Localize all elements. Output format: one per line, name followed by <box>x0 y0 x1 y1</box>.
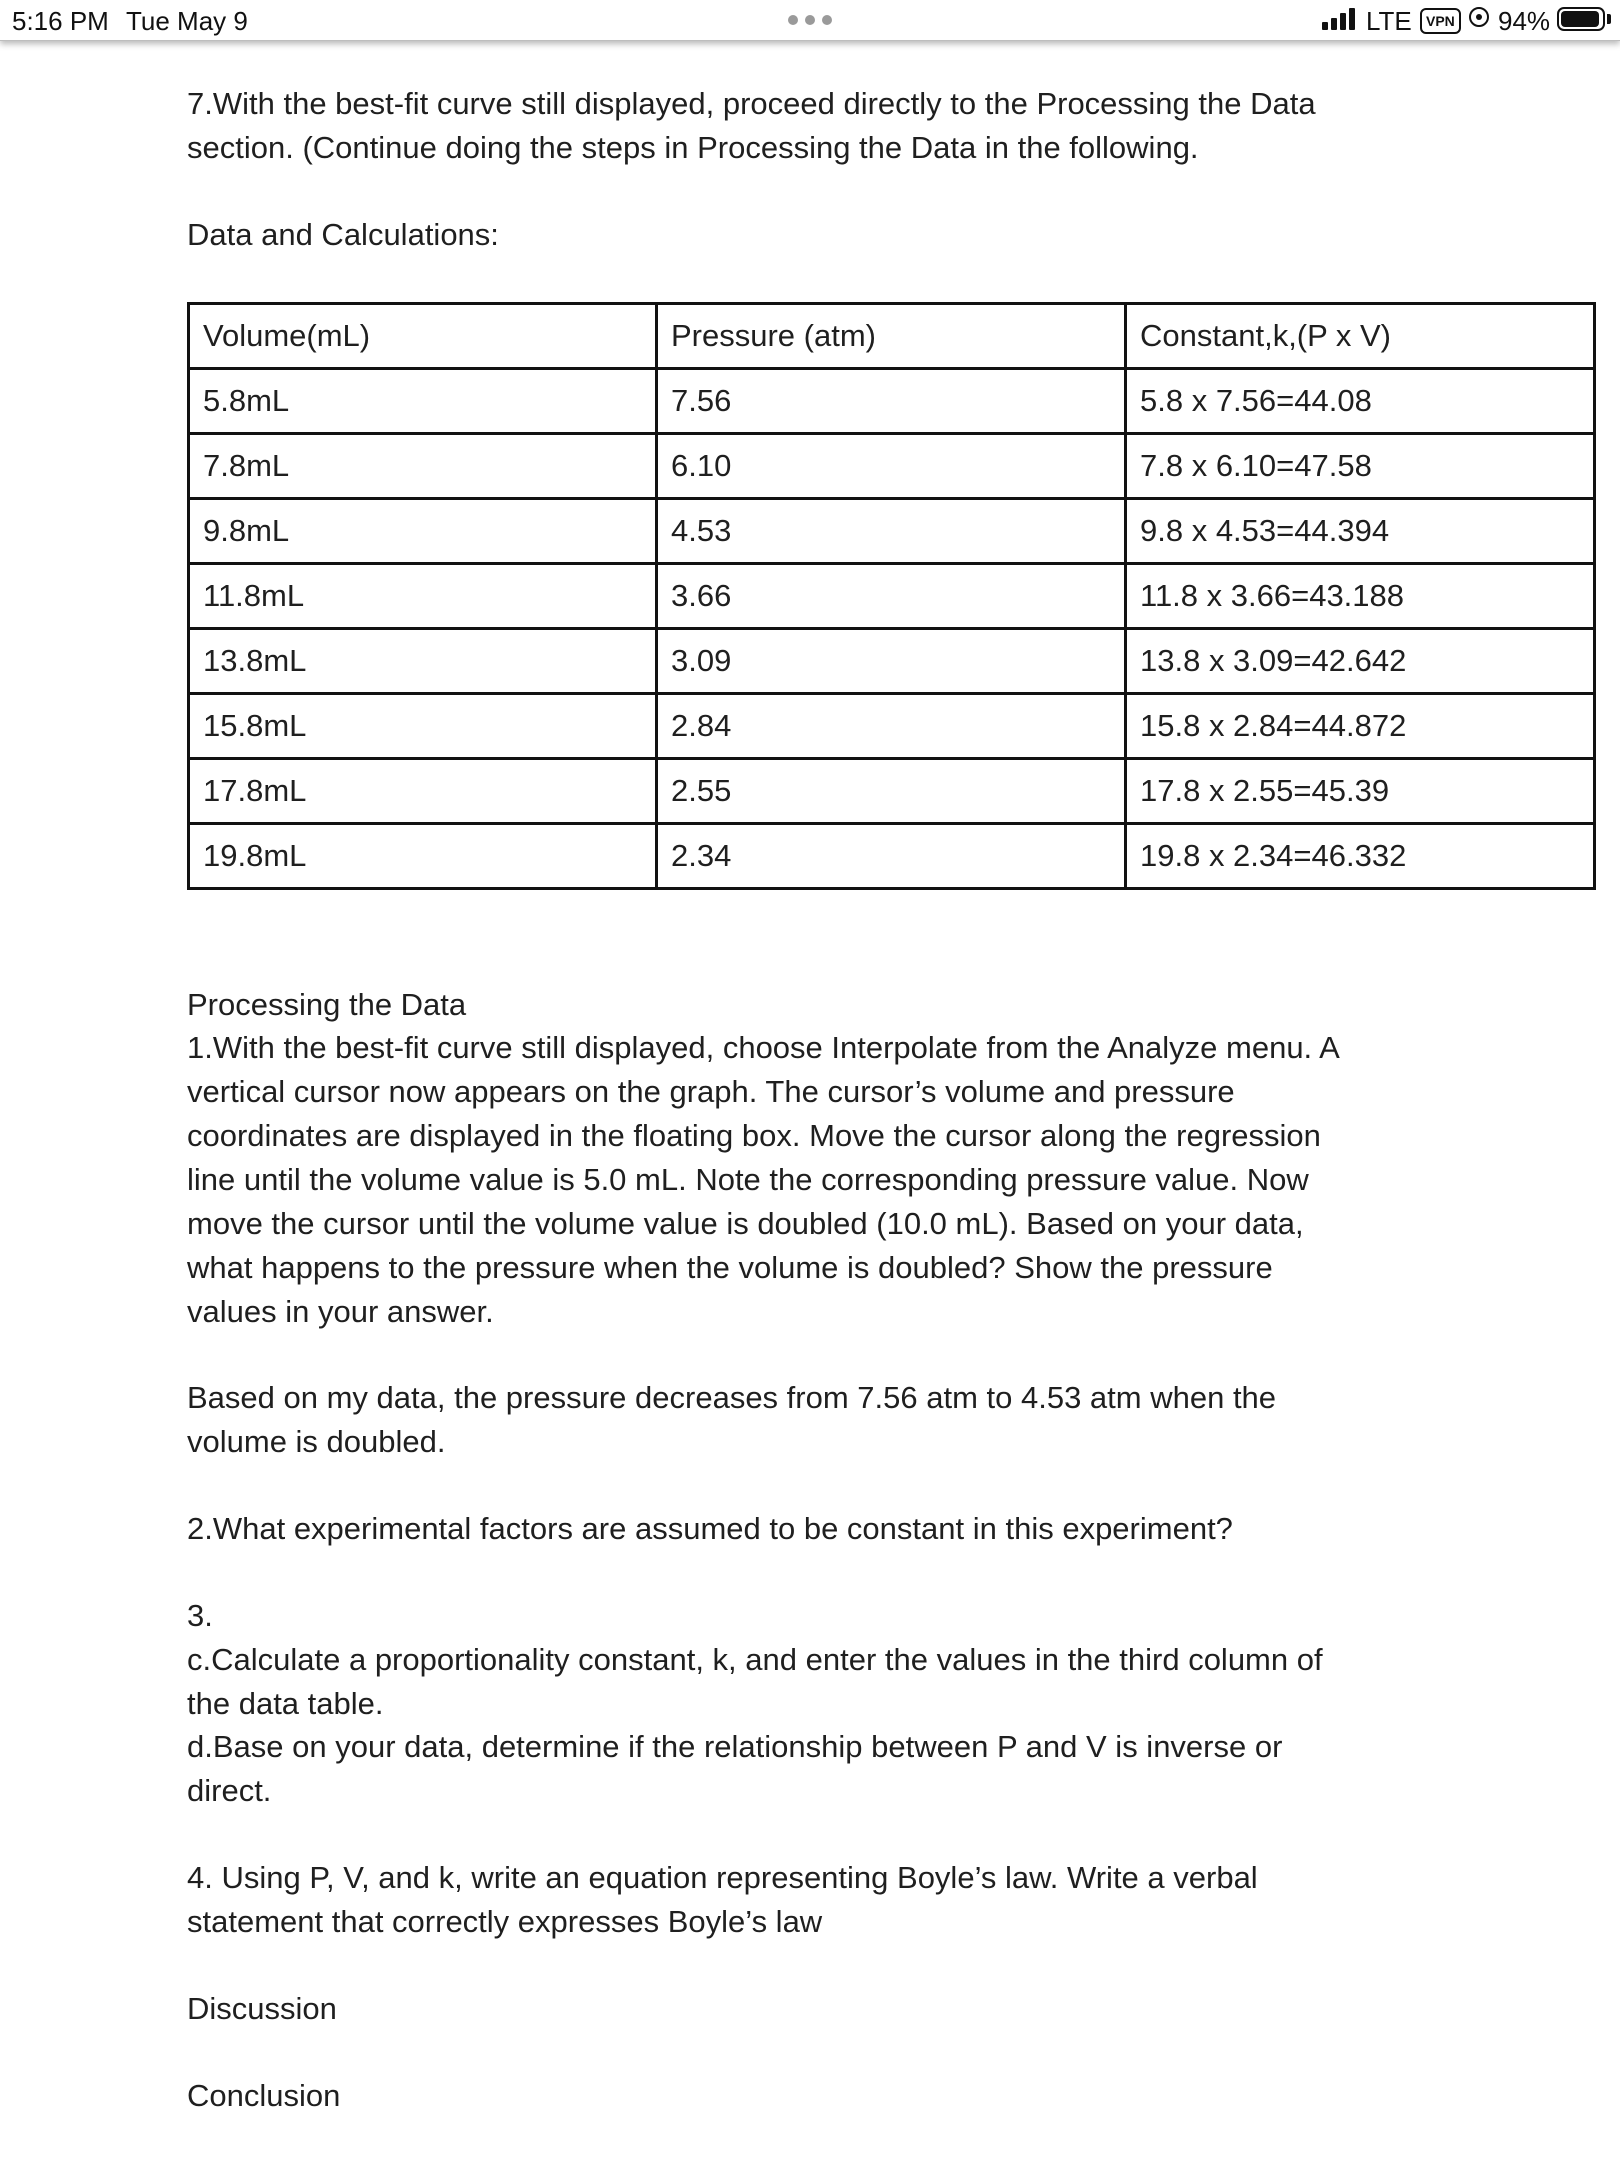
question-3-number: 3. <box>187 1598 213 1633</box>
table-row <box>189 694 1595 759</box>
orientation-lock-icon <box>1469 7 1489 27</box>
table-header-cell: Volume(mL) <box>189 304 657 369</box>
constant-cell: 5.8 x 7.56=44.08 <box>1126 369 1595 434</box>
processing-heading: Processing the Data <box>187 987 467 1022</box>
battery-icon <box>1557 7 1605 31</box>
cellular-signal-icon <box>1322 8 1355 30</box>
battery-cap <box>1607 14 1611 24</box>
constant-cell: 9.8 x 4.53=44.394 <box>1126 499 1595 564</box>
question-3c-text: c.Calculate a proportionality constant, k, and enter the values in the third column of the data table. <box>187 1642 1323 1721</box>
table-row <box>189 824 1595 889</box>
volume-cell: 7.8mL <box>189 434 657 499</box>
constant-cell: 13.8 x 3.09=42.642 <box>1126 629 1595 694</box>
question-1-text: 1.With the best-fit curve still displayed, choose Interpolate from the Analyze menu. A vertical cursor now appears on the graph. The cursor’s volume and pressure coordinates are displayed in the floating box. Move the cursor along the regression line until the volume value is 5.0 mL. Note the corresponding pressure value. Now move the cursor until the volume value is doubled (10.0 mL). Based on your data, what happens to the pressure when the volume is doubled? Show the pressure values in your answer. <box>187 1030 1340 1329</box>
battery-fill <box>1561 11 1599 27</box>
pressure-cell: 4.53 <box>657 499 1126 564</box>
volume-cell: 19.8mL <box>189 824 657 889</box>
pressure-cell: 7.56 <box>657 369 1126 434</box>
volume-cell: 17.8mL <box>189 759 657 824</box>
discussion-heading: Discussion <box>187 1991 337 2026</box>
constant-cell: 19.8 x 2.34=46.332 <box>1126 824 1595 889</box>
table-row <box>189 564 1595 629</box>
pressure-cell: 2.84 <box>657 694 1126 759</box>
question-2-text: 2.What experimental factors are assumed to be constant in this experiment? <box>187 1511 1233 1546</box>
step-7-text: 7.With the best-fit curve still displayed, proceed directly to the Processing the Data section. (Continue doing the steps in Processing the Data in the following. <box>187 86 1316 165</box>
battery-percentage: 94% <box>1498 6 1551 36</box>
question-4-text: 4. Using P, V, and k, write an equation representing Boyle’s law. Write a verbal statement that correctly expresses Boyle’s law <box>187 1860 1258 1939</box>
answer-1-text: Based on my data, the pressure decreases from 7.56 atm to 4.53 atm when the volume is doubled. <box>187 1380 1277 1459</box>
status-date: Tue May 9 <box>126 6 248 36</box>
table-row <box>189 434 1595 499</box>
status-bar <box>0 0 1620 41</box>
multitasking-dots-icon[interactable] <box>788 15 832 25</box>
volume-cell: 5.8mL <box>189 369 657 434</box>
constant-cell: 7.8 x 6.10=47.58 <box>1126 434 1595 499</box>
pressure-cell: 2.55 <box>657 759 1126 824</box>
table-row <box>189 369 1595 434</box>
pressure-cell: 2.34 <box>657 824 1126 889</box>
table-row <box>189 499 1595 564</box>
constant-cell: 15.8 x 2.84=44.872 <box>1126 694 1595 759</box>
volume-cell: 15.8mL <box>189 694 657 759</box>
vpn-badge: VPN <box>1420 8 1461 34</box>
volume-cell: 11.8mL <box>189 564 657 629</box>
question-3d-text: d.Base on your data, determine if the relationship between P and V is inverse or direct. <box>187 1729 1283 1808</box>
table-header-row <box>189 304 1595 369</box>
conclusion-heading: Conclusion <box>187 2078 341 2113</box>
pressure-cell: 6.10 <box>657 434 1126 499</box>
constant-cell: 11.8 x 3.66=43.188 <box>1126 564 1595 629</box>
network-type: LTE <box>1366 6 1412 36</box>
data-calculations-heading: Data and Calculations: <box>187 217 499 252</box>
table-header-cell: Pressure (atm) <box>657 304 1126 369</box>
pressure-cell: 3.66 <box>657 564 1126 629</box>
pressure-cell: 3.09 <box>657 629 1126 694</box>
table-row <box>189 629 1595 694</box>
status-time: 5:16 PM <box>12 6 109 36</box>
table-header-cell: Constant,k,(P x V) <box>1126 304 1595 369</box>
volume-cell: 9.8mL <box>189 499 657 564</box>
table-row <box>189 759 1595 824</box>
data-table <box>187 302 1596 890</box>
volume-cell: 13.8mL <box>189 629 657 694</box>
constant-cell: 17.8 x 2.55=45.39 <box>1126 759 1595 824</box>
